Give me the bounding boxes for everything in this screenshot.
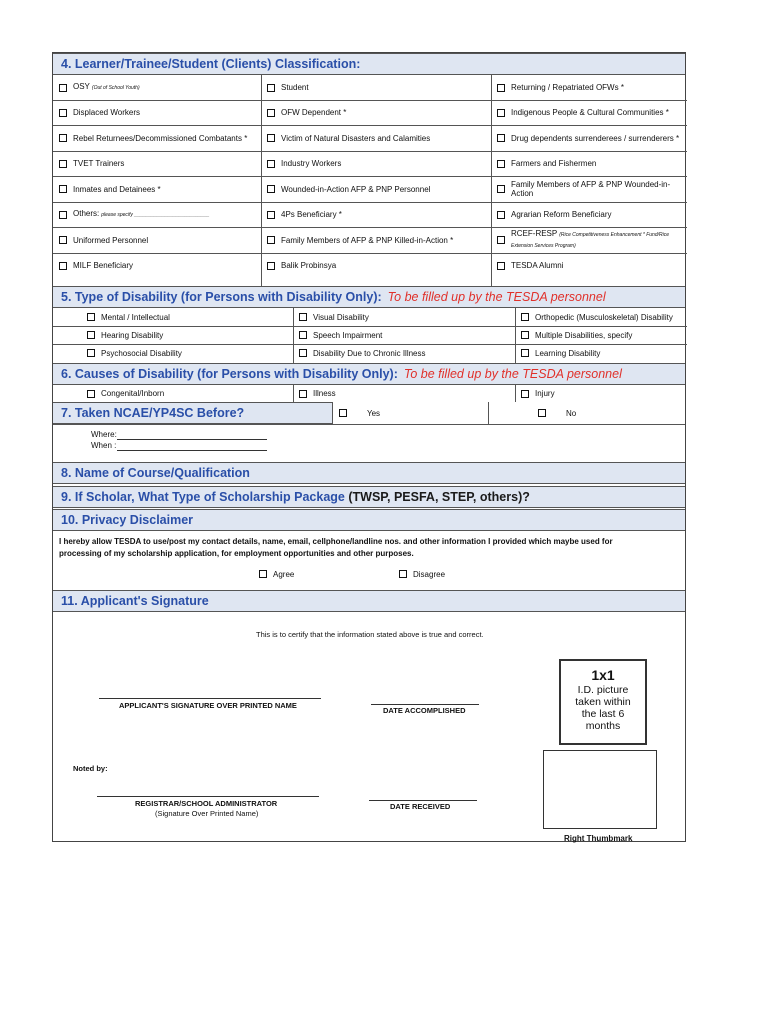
checkbox-icon[interactable] (521, 331, 529, 339)
classification-option[interactable] (491, 202, 687, 227)
ncae-no[interactable]: No (488, 402, 687, 424)
option-label: Congenital/Inborn (101, 389, 165, 398)
checkbox-icon[interactable] (521, 313, 529, 321)
option-label: Hearing Disability (101, 330, 164, 340)
option-label: TESDA Alumni (511, 261, 564, 270)
checkbox-icon[interactable] (299, 390, 307, 398)
thumbmark-label: Right Thumbmark (564, 834, 633, 843)
checkbox-icon[interactable] (59, 160, 67, 168)
registrar-label: REGISTRAR/SCHOOL ADMINISTRATOR (135, 799, 278, 808)
checkbox-icon[interactable] (59, 236, 67, 244)
tesda-personnel-note: To be filled up by the TESDA personnel (387, 290, 606, 304)
checkbox-icon[interactable] (339, 409, 347, 417)
applicant-signature-label: APPLICANT'S SIGNATURE OVER PRINTED NAME (119, 701, 297, 710)
option-note: please specify ___________________________ (101, 212, 210, 218)
checkbox-icon[interactable] (59, 185, 67, 193)
disability-type-option[interactable] (293, 344, 515, 362)
classification-option[interactable] (491, 151, 687, 176)
option-label: Balik Probinsya (281, 261, 337, 270)
option-label: Mental / Intellectual (101, 312, 170, 322)
disability-type-option[interactable] (81, 308, 293, 326)
classification-option[interactable] (261, 151, 491, 176)
option-label: OSY (73, 82, 90, 91)
checkbox-icon[interactable] (497, 211, 505, 219)
option-note: (Rice Competitiveness Enhancement * Fund/Rice Extension Services Program) (511, 232, 670, 249)
option-label: Industry Workers (281, 159, 342, 168)
option-label: Injury (535, 389, 555, 398)
classification-option[interactable] (491, 176, 687, 202)
disability-cause-option[interactable] (515, 385, 687, 402)
privacy-text-line-1: I hereby allow TESDA to use/post my contact details, name, email, cellphone/landline nos. and other information I provided which maybe used for (59, 537, 613, 546)
classification-option[interactable] (261, 176, 491, 202)
disability-type-option[interactable] (81, 326, 293, 344)
option-label: Student (281, 83, 309, 92)
section-5-header: 5. Type of Disability (for Persons with Disability Only): To be filled up by the TESDA personnel (53, 286, 685, 308)
checkbox-icon[interactable] (299, 331, 307, 339)
section-8-header[interactable]: 8. Name of Course/Qualification (53, 462, 685, 484)
date-received-label: DATE RECEIVED (390, 802, 451, 811)
section-10-header: 10. Privacy Disclaimer (53, 509, 685, 531)
column-divider (491, 75, 492, 286)
classification-option[interactable] (53, 125, 261, 151)
column-divider (515, 385, 516, 402)
option-label: Family Members of AFP & PNP Killed-in-Action * (281, 235, 454, 245)
option-label: Drug dependents surrenderees / surrenderers * (511, 133, 680, 143)
form-page (52, 52, 686, 842)
classification-option[interactable] (491, 253, 687, 278)
when-line[interactable] (117, 450, 267, 451)
checkbox-icon[interactable] (87, 349, 95, 357)
option-label: Psychosocial Disability (101, 348, 182, 358)
option-label: Disability Due to Chronic Illness (313, 348, 426, 358)
where-line[interactable] (117, 439, 267, 440)
disability-type-option[interactable] (293, 326, 515, 344)
disagree-option[interactable]: Disagree (393, 567, 493, 581)
option-label: Others: (73, 209, 100, 218)
id-picture-box[interactable] (559, 659, 647, 745)
option-label: MILF Beneficiary (73, 261, 134, 270)
checkbox-icon[interactable] (399, 570, 407, 578)
column-divider (261, 75, 262, 286)
classification-option[interactable] (53, 227, 261, 253)
option-label: Indigenous People & Cultural Communities * (511, 108, 669, 117)
checkbox-icon[interactable] (59, 84, 67, 92)
checkbox-icon[interactable] (497, 109, 505, 117)
checkbox-icon[interactable] (267, 211, 275, 219)
option-label: Wounded-in-Action AFP & PNP Personnel (281, 184, 431, 194)
classification-option[interactable] (491, 125, 687, 151)
section-6-header: 6. Causes of Disability (for Persons with Disability Only): To be filled up by the TESDA personnel (53, 363, 685, 385)
disability-type-option[interactable] (81, 344, 293, 362)
tesda-personnel-note: To be filled up by the TESDA personnel (403, 367, 622, 381)
disability-cause-option[interactable] (293, 385, 515, 402)
option-label: Agrarian Reform Beneficiary (511, 210, 612, 219)
section-4-header: 4. Learner/Trainee/Student (Clients) Classification: (53, 53, 685, 75)
thumbmark-box[interactable] (543, 750, 657, 829)
checkbox-icon[interactable] (267, 185, 275, 193)
checkbox-icon[interactable] (87, 331, 95, 339)
id-picture-note: I.D. picture taken within the last 6 months (575, 684, 631, 732)
checkbox-icon[interactable] (267, 134, 275, 142)
option-label: Inmates and Detainees * (73, 184, 161, 194)
ncae-yes[interactable]: Yes (333, 402, 488, 424)
option-label: Rebel Returnees/Decommissioned Combatants * (73, 133, 248, 143)
checkbox-icon[interactable] (299, 349, 307, 357)
checkbox-icon[interactable] (59, 262, 67, 270)
option-label: 4Ps Beneficiary * (281, 210, 342, 219)
column-divider (293, 308, 294, 363)
agree-option[interactable]: Agree (253, 567, 343, 581)
column-divider (515, 308, 516, 363)
classification-option[interactable] (261, 75, 491, 100)
disability-type-option[interactable] (515, 344, 687, 362)
classification-option[interactable] (53, 100, 261, 125)
classification-option[interactable] (261, 100, 491, 125)
checkbox-icon[interactable] (259, 570, 267, 578)
checkbox-icon[interactable] (497, 236, 505, 244)
date-accomplished-line[interactable] (371, 704, 479, 705)
option-label: Illness (313, 389, 336, 398)
checkbox-icon[interactable] (267, 262, 275, 270)
section-9-header[interactable]: 9. If Scholar, What Type of Scholarship Package (TWSP, PESFA, STEP, others)? (53, 486, 685, 508)
classification-option[interactable] (53, 151, 261, 176)
noted-by-label: Noted by: (73, 764, 108, 773)
checkbox-icon[interactable] (267, 236, 275, 244)
date-received-line[interactable] (369, 800, 477, 801)
option-label: OFW Dependent * (281, 108, 347, 117)
disability-cause-option[interactable] (81, 385, 293, 402)
option-label: Victim of Natural Disasters and Calamities (281, 133, 431, 143)
option-label: Orthopedic (Musculoskeletal) Disability (535, 312, 673, 322)
classification-option[interactable] (261, 202, 491, 227)
checkbox-icon[interactable] (59, 211, 67, 219)
classification-option[interactable] (491, 100, 687, 125)
classification-option[interactable] (261, 253, 491, 278)
option-label: Returning / Repatriated OFWs * (511, 83, 624, 92)
privacy-text-line-2: processing of my scholarship application, for employment opportunities and other purposes. (59, 549, 414, 558)
classification-option[interactable] (491, 75, 687, 100)
checkbox-icon[interactable] (267, 160, 275, 168)
classification-option[interactable] (261, 125, 491, 151)
checkbox-icon[interactable] (59, 134, 67, 142)
disability-type-option[interactable] (293, 308, 515, 326)
when-label: When : (91, 441, 117, 450)
id-picture-size: 1x1 (591, 667, 615, 683)
checkbox-icon[interactable] (497, 160, 505, 168)
option-label: Family Members of AFP & PNP Wounded-in-Action (511, 180, 671, 198)
checkbox-icon[interactable] (267, 109, 275, 117)
option-label: Learning Disability (535, 348, 601, 358)
section-11-header: 11. Applicant's Signature (53, 590, 685, 612)
checkbox-icon[interactable] (497, 134, 505, 142)
classification-option[interactable] (491, 227, 687, 253)
disability-type-option[interactable] (515, 308, 687, 326)
where-label: Where: (91, 430, 117, 439)
option-label: Displaced Workers (73, 108, 140, 117)
option-note: (Out of School Youth) (91, 85, 140, 91)
checkbox-icon[interactable] (497, 84, 505, 92)
checkbox-icon[interactable] (497, 185, 505, 193)
checkbox-icon[interactable] (538, 409, 546, 417)
classification-option[interactable] (53, 202, 261, 227)
registrar-signature-line[interactable] (97, 796, 319, 797)
classification-option[interactable] (53, 75, 261, 100)
certify-text: This is to certify that the information stated above is true and correct. (256, 630, 484, 639)
checkbox-icon[interactable] (87, 313, 95, 321)
applicant-signature-line[interactable] (99, 698, 321, 699)
option-label: Farmers and Fishermen (511, 159, 597, 168)
classification-option[interactable] (261, 227, 491, 253)
checkbox-icon[interactable] (87, 390, 95, 398)
option-label: Uniformed Personnel (73, 235, 149, 245)
option-label: TVET Trainers (73, 159, 125, 168)
checkbox-icon[interactable] (497, 262, 505, 270)
option-label: Visual Disability (313, 312, 369, 322)
registrar-sub-label: (Signature Over Printed Name) (155, 809, 259, 818)
checkbox-icon[interactable] (59, 109, 67, 117)
checkbox-icon[interactable] (521, 390, 529, 398)
checkbox-icon[interactable] (299, 313, 307, 321)
date-accomplished-label: DATE ACCOMPLISHED (383, 706, 466, 715)
option-label: Multiple Disabilities, specify (535, 330, 633, 340)
section-7-header: 7. Taken NCAE/YP4SC Before? (53, 402, 333, 424)
checkbox-icon[interactable] (521, 349, 529, 357)
classification-option[interactable] (53, 176, 261, 202)
disability-type-option[interactable] (515, 326, 687, 344)
classification-option[interactable] (53, 253, 261, 278)
column-divider (293, 385, 294, 402)
option-label: Speech Impairment (313, 330, 383, 340)
option-label: RCEF-RESP (511, 229, 558, 238)
checkbox-icon[interactable] (267, 84, 275, 92)
